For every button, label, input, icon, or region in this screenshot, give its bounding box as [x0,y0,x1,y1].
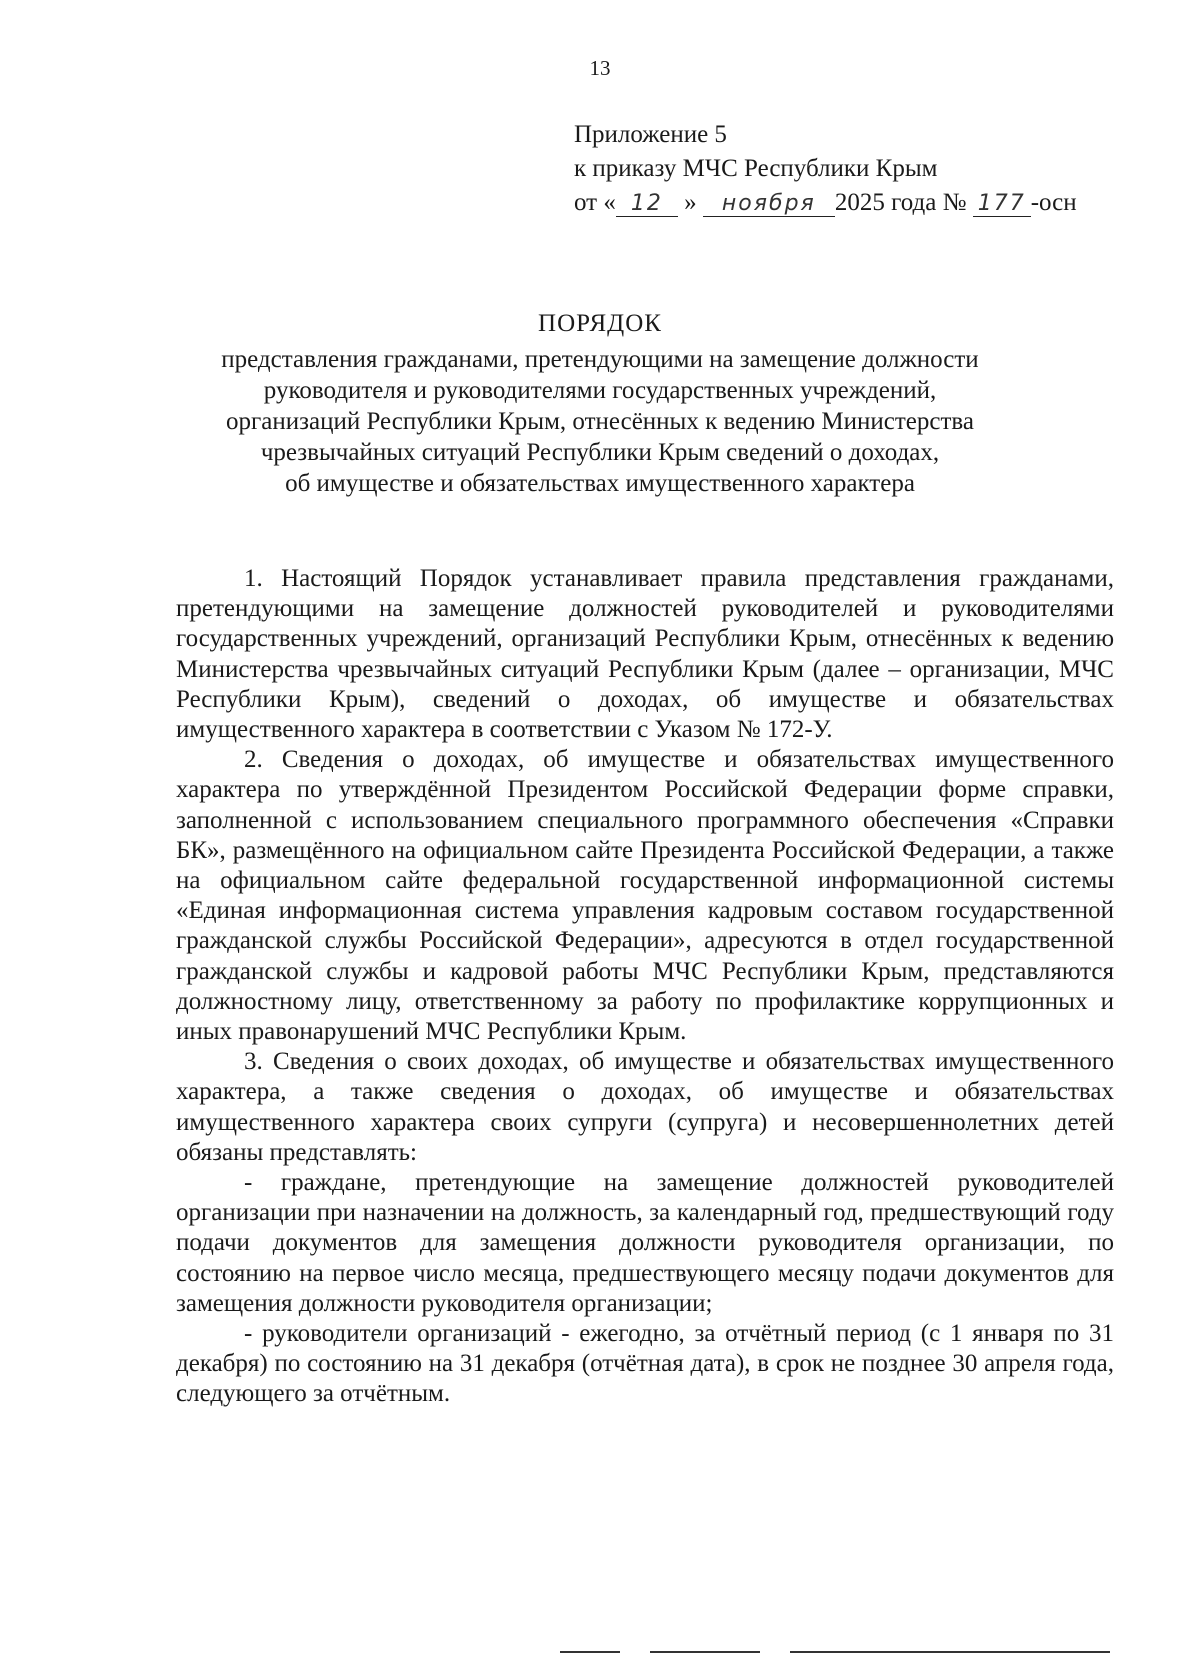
appendix-title: Приложение 5 [574,121,727,148]
paragraph-2: 2. Сведения о доходах, об имуществе и обязательствах имущественного характера по утверждённой Президентом Российской Федерации форме справки, заполненной с использованием специального программного обеспечения «Справки БК», размещённого на официальном сайте Президента Российской Федерации, а также на официальном сайте федеральной государственной информационной системы «Единая информационная система управления кадровым составом государственной гражданской службы Российской Федерации», адресуются в отдел государственной гражданской службы и кадровой работы МЧС Республики Крым, представляются должностному лицу, ответственному за работу по профилактике коррупционных и иных правонарушений МЧС Республики Крым. [176,746,1114,1046]
document-title: ПОРЯДОК [538,310,662,337]
appendix-order-reference: к приказу МЧС Республики Крым [574,155,938,182]
list-item-heads: - руководители организаций - ежегодно, за отчётный период (с 1 января по 31 декабря) по состоянию на 31 декабря (отчётная дата), в срок не позднее 30 апреля года, следующего за отчётным. [176,1320,1114,1408]
handwritten-order-number: 177 [973,192,1031,217]
appendix-header [574,118,1077,220]
subtitle-line: чрезвычайных ситуаций Республики Крым сведений о доходах, [260,439,940,466]
date-prefix: от « [574,189,616,216]
date-quote-close: » [684,189,697,216]
page-number: 13 [589,56,611,80]
paragraph-1: 1. Настоящий Порядок устанавливает правила представления гражданами, претендующими на замещение должностей руководителей и руководителями государственных учреждений, организаций Республики Крым, отнесённых к ведению Министерства чрезвычайных ситуаций Республики Крым (далее – организации, МЧС Республики Крым), сведений о доходах, об имуществе и обязательствах имущественного характера в соответствии с Указом № 172-У. [176,565,1114,744]
handwritten-month: ноября [703,192,835,217]
document-subtitle [160,344,1040,499]
handwritten-day: 12 [616,192,678,217]
list-item-candidates: - граждане, претендующие на замещение должностей руководителей организации при назначении на должность, за календарный год, предшествующий году подачи документов для замещения должности руководителя организации, по состоянию на первое число месяца, предшествующего месяцу подачи документов для замещения должности руководителя организации; [176,1169,1114,1317]
paragraph-3: 3. Сведения о своих доходах, об имуществе и обязательствах имущественного характера, а также сведения о доходах, об имуществе и обязательствах имущественного характера своих супруги (супруга) и несовершеннолетних детей обязаны представлять: [176,1048,1114,1166]
year-text: 2025 года № [834,189,967,216]
order-suffix: -осн [1030,189,1077,216]
subtitle-line: об имуществе и обязательствах имущественного характера [285,470,915,497]
footer-rule [560,1650,1160,1654]
subtitle-line: представления гражданами, претендующими на замещение должности [221,346,979,373]
subtitle-line: руководителя и руководителями государственных учреждений, [263,377,937,404]
subtitle-line: организаций Республики Крым, отнесённых к ведению Министерства [225,408,974,435]
document-body [176,564,1114,1410]
appendix-date-line [574,186,1077,220]
